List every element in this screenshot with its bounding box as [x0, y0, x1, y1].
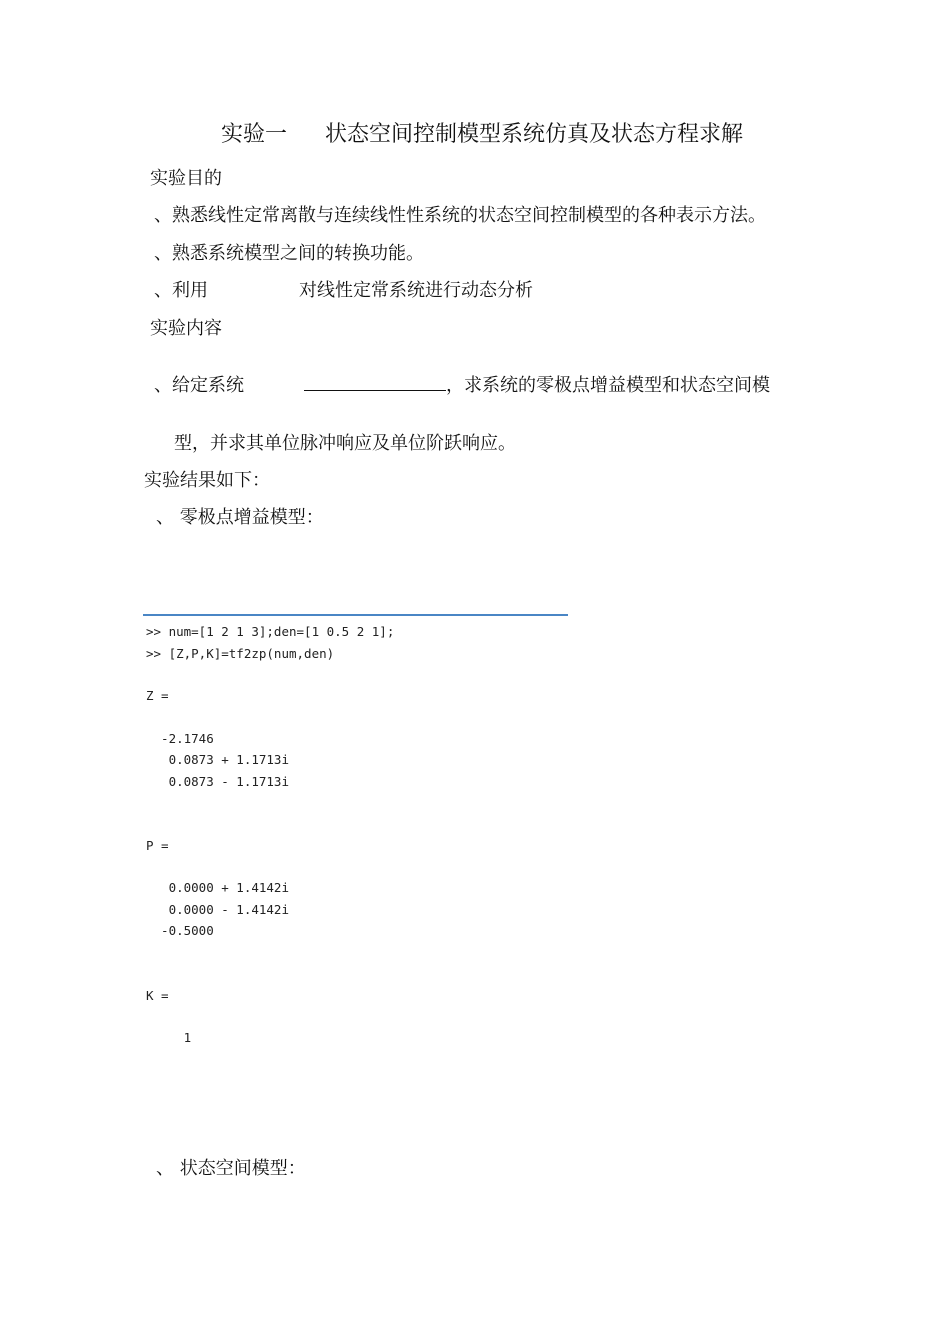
purpose-item-2: 、熟悉系统模型之间的转换功能。 [154, 243, 424, 264]
content-item-1-suffix: ，求系统的零极点增益模型和状态空间模 [446, 375, 770, 396]
console-z-value-2: 0.0873 + 1.1713i [146, 752, 289, 767]
console-z-value-3: 0.0873 - 1.1713i [146, 774, 289, 789]
purpose-item-1: 、熟悉线性定常离散与连续线性性系统的状态空间控制模型的各种表示方法。 [154, 205, 766, 226]
content-item-1-continued: 型，并求其单位脉冲响应及单位阶跃响应。 [174, 433, 516, 454]
console-command-1: >> num=[1 2 1 3];den=[1 0.5 2 1]; [146, 624, 395, 639]
console-command-2: >> [Z,P,K]=tf2zp(num,den) [146, 646, 335, 661]
content-item-1-prefix: 、给定系统 [154, 375, 244, 396]
title-experiment-number: 实验一 [221, 122, 288, 147]
purpose-item-3-rest: 对线性定常系统进行动态分析 [299, 280, 533, 301]
matlab-console-screenshot [143, 614, 568, 1064]
console-top-rule [143, 614, 568, 616]
page-title [221, 121, 743, 149]
console-z-value-1: -2.1746 [146, 731, 214, 746]
console-k-label: K = [146, 988, 169, 1003]
transfer-function-blank [304, 374, 446, 391]
content-heading: 实验内容 [150, 318, 222, 339]
purpose-item-3-prefix: 、利用 [154, 280, 208, 301]
result-1-label: 、 零极点增益模型： [156, 507, 324, 528]
title-experiment-name: 状态空间控制模型系统仿真及状态方程求解 [325, 122, 744, 147]
content-item-1 [154, 374, 770, 397]
result-2-label: 、 状态空间模型： [156, 1158, 306, 1179]
console-p-value-3: -0.5000 [146, 923, 214, 938]
purpose-item-3 [154, 280, 533, 302]
console-p-value-2: 0.0000 - 1.4142i [146, 902, 289, 917]
purpose-heading: 实验目的 [150, 168, 222, 189]
console-p-value-1: 0.0000 + 1.4142i [146, 880, 289, 895]
results-heading: 实验结果如下： [144, 470, 270, 491]
console-p-label: P = [146, 838, 169, 853]
console-k-value: 1 [146, 1030, 192, 1045]
console-z-label: Z = [146, 688, 169, 703]
